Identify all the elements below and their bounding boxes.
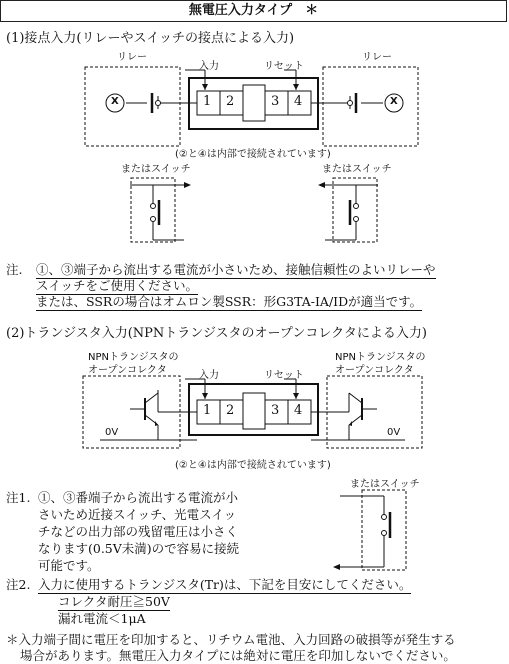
section-header: 無電圧入力タイプ ＊ (0, 0, 507, 22)
note2-line: ①、③番端子から流出する電流が小 (38, 490, 239, 505)
note2-line: なります(0.5V未満)ので容易に接続 (38, 541, 240, 556)
section1-title: (1)接点入力(リレーやスイッチの接点による入力) (6, 31, 295, 46)
spec-leakage-current: 漏れ電流＜1μA (58, 611, 146, 626)
terminal-3: 3 (271, 94, 280, 109)
note1-line3: または、SSRの場合はオムロン製SSR：形G3TA-IA/IDが適当です。 (36, 294, 423, 309)
relay-right-label: リレー (362, 52, 392, 63)
note1-line1: ①、③端子から流出する電流が小さいため、接触信頼性のよいリレーや (36, 262, 436, 277)
terminal-2-2: 2 (226, 403, 235, 418)
coil-right-symbol: X (390, 96, 398, 107)
terminal-2: 2 (226, 94, 235, 109)
note2-transistor-line: 入力に使用するトランジスタ(Tr)は、下記を目安にしてください。 (38, 577, 412, 592)
terminal-4: 4 (294, 94, 303, 109)
ov-right: 0V (387, 427, 401, 438)
note2-line: さいため近接スイッチ、光電スイッ (38, 507, 237, 522)
npn-right-label-2: オープンコレクタ (335, 365, 414, 376)
note2-prefix1: 注1. (6, 490, 31, 505)
ov-left: 0V (105, 427, 119, 438)
or-switch-bottom: またはスイッチ (350, 479, 420, 490)
relay-left-box (85, 67, 180, 146)
relay-right-box (323, 67, 418, 146)
note2-line: 可能です。 (38, 558, 100, 573)
switch-right-box (333, 178, 377, 242)
relay-left-label: リレー (117, 52, 147, 63)
terminal-note-2: (②と④は内部で接続されています) (175, 460, 331, 471)
terminal-1: 1 (203, 94, 212, 109)
reset-label: リセット (264, 61, 304, 72)
terminal-note-1: (②と④は内部で接続されています) (175, 149, 331, 160)
section2-title: (2)トランジスタ入力(NPNトランジスタのオープンコレクタによる入力) (6, 326, 427, 341)
note2-line: チなどの出力部の残留電圧は小さく (38, 524, 239, 539)
terminal-2-3: 3 (271, 403, 280, 418)
input-label: 入力 (199, 61, 219, 72)
npn-left-label-1: NPNトランジスタの (88, 352, 179, 363)
terminal-2-4: 4 (294, 403, 303, 418)
terminal-2-1: 1 (203, 403, 212, 418)
or-switch-right: またはスイッチ (322, 164, 392, 175)
warning-line2: 場合があります。無電圧入力タイプには絶対に電圧を印加しないでください。 (20, 648, 456, 663)
warning-line1: ＊入力端子間に電圧を印加すると、リチウム電池、入力回路の破損等が発生する (6, 632, 456, 647)
input-label-2: 入力 (199, 370, 219, 381)
note1-prefix: 注. (6, 262, 23, 277)
spec-collector-voltage: コレクタ耐圧≧50V (58, 594, 170, 609)
npn-right-label-1: NPNトランジスタの (335, 352, 426, 363)
npn-left-label-2: オープンコレクタ (88, 365, 167, 376)
reset-label-2: リセット (264, 370, 304, 381)
note2-prefix2: 注2. (6, 577, 31, 592)
coil-left-symbol: X (111, 96, 119, 107)
note1-line2: スイッチをご使用ください。 (36, 278, 199, 293)
or-switch-left: またはスイッチ (121, 164, 191, 175)
